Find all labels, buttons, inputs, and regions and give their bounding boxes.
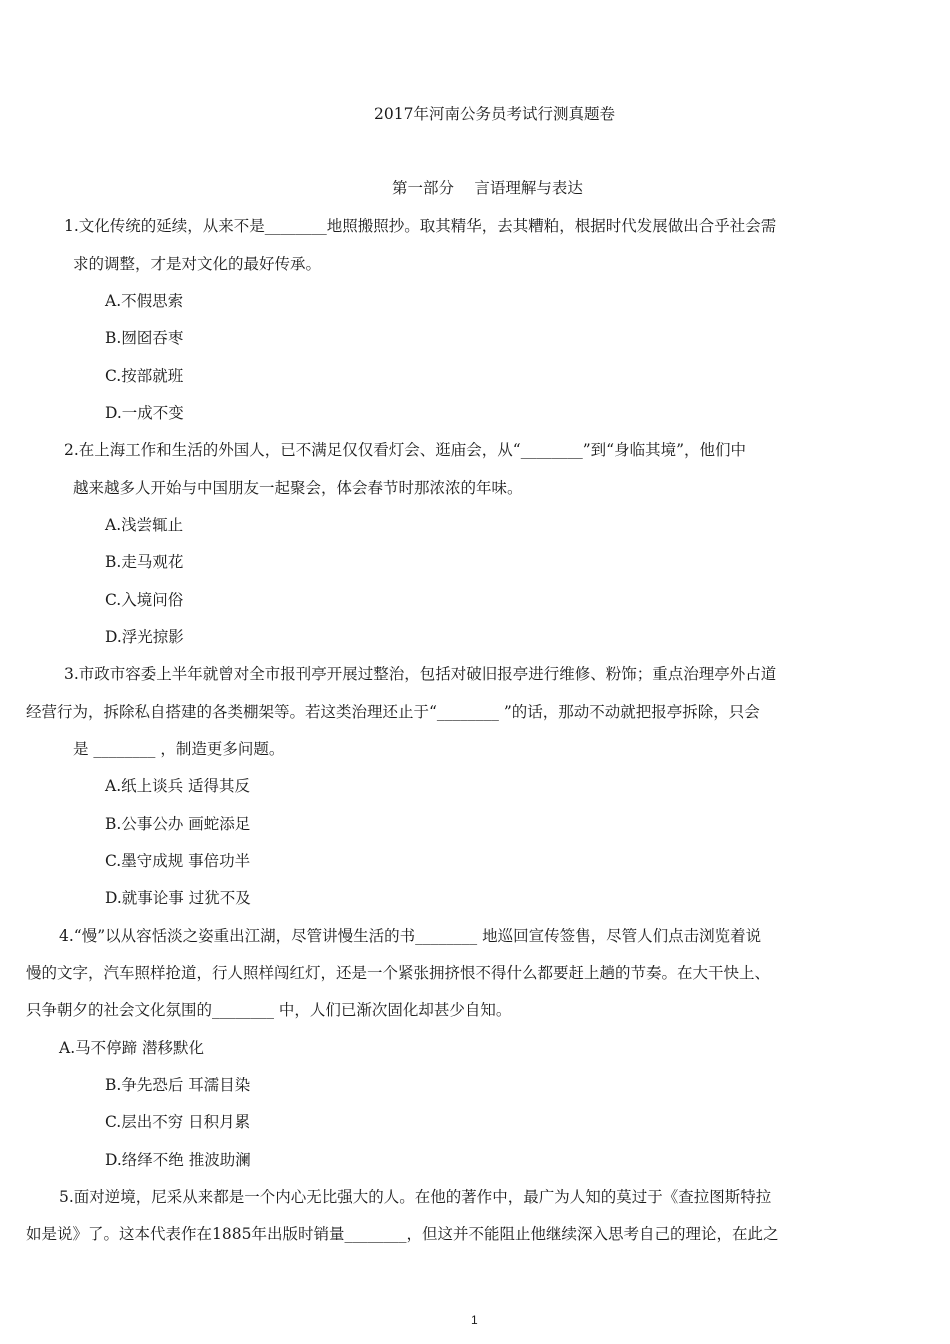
- text-line: 求的调整，才是对文化的最好传承。: [73, 255, 322, 273]
- text-line: 经营行为，拆除私自搭建的各类棚架等。若这类治理还止于“________ ”的话，那动不动就把报亭拆除，只会: [26, 703, 760, 721]
- option-line: D.一成不变: [105, 404, 184, 422]
- option-line: D.就事论事 过犹不及: [105, 889, 251, 907]
- text-line: 2.在上海工作和生活的外国人，已不满足仅仅看灯会、逛庙会，从“________”到“身临其境”，他们中: [64, 441, 746, 459]
- option-line: A.纸上谈兵 适得其反: [105, 777, 251, 795]
- option-line: A.浅尝辄止: [105, 516, 184, 534]
- option-line: A.马不停蹄 潜移默化: [59, 1039, 205, 1057]
- option-line: A.不假思索: [105, 292, 184, 310]
- text-line: 如是说》了。这本代表作在1885年出版时销量________，但这并不能阻止他继续深入思考自己的理论，在此之: [26, 1225, 779, 1243]
- section-heading: 第一部分 言语理解与表达: [392, 179, 583, 197]
- option-line: B.争先恐后 耳濡目染: [105, 1076, 251, 1094]
- text-line: 5.面对逆境，尼采从来都是一个内心无比强大的人。在他的著作中，最广为人知的莫过于《查拉图斯特拉: [59, 1188, 772, 1206]
- option-line: D.络绎不绝 推波助澜: [105, 1151, 251, 1169]
- document-title: 2017年河南公务员考试行测真题卷: [374, 105, 615, 123]
- text-line: 是 ________ ，制造更多问题。: [73, 740, 285, 758]
- text-line: 3.市政市容委上半年就曾对全市报刊亭开展过整治，包括对破旧报亭进行维修、粉饰；重点治理亭外占道: [64, 665, 777, 683]
- text-line: 慢的文字，汽车照样抢道，行人照样闯红灯，还是一个紧张拥挤恨不得什么都要赶上趟的节奏。在大干快上、: [26, 964, 771, 982]
- option-line: C.层出不穷 日积月累: [105, 1113, 251, 1131]
- page-number: 1: [471, 1313, 478, 1327]
- text-line: 越来越多人开始与中国朋友一起聚会，体会春节时那浓浓的年味。: [73, 479, 523, 497]
- text-line: 4.“慢”以从容恬淡之姿重出江湖，尽管讲慢生活的书________ 地巡回宣传签售，尽管人们点击浏览着说: [59, 927, 762, 945]
- option-line: D.浮光掠影: [105, 628, 184, 646]
- option-line: C.墨守成规 事倍功半: [105, 852, 251, 870]
- text-line: 1.文化传统的延续，从来不是________地照搬照抄。取其精华，去其糟粕，根据时代发展做出合乎社会需: [64, 217, 777, 235]
- option-line: C.按部就班: [105, 367, 184, 385]
- option-line: B.走马观花: [105, 553, 184, 571]
- option-line: C.入境问俗: [105, 591, 184, 609]
- option-line: B.囫囵吞枣: [105, 329, 184, 347]
- option-line: B.公事公办 画蛇添足: [105, 815, 251, 833]
- text-line: 只争朝夕的社会文化氛围的________ 中，人们已渐次固化却甚少自知。: [26, 1001, 512, 1019]
